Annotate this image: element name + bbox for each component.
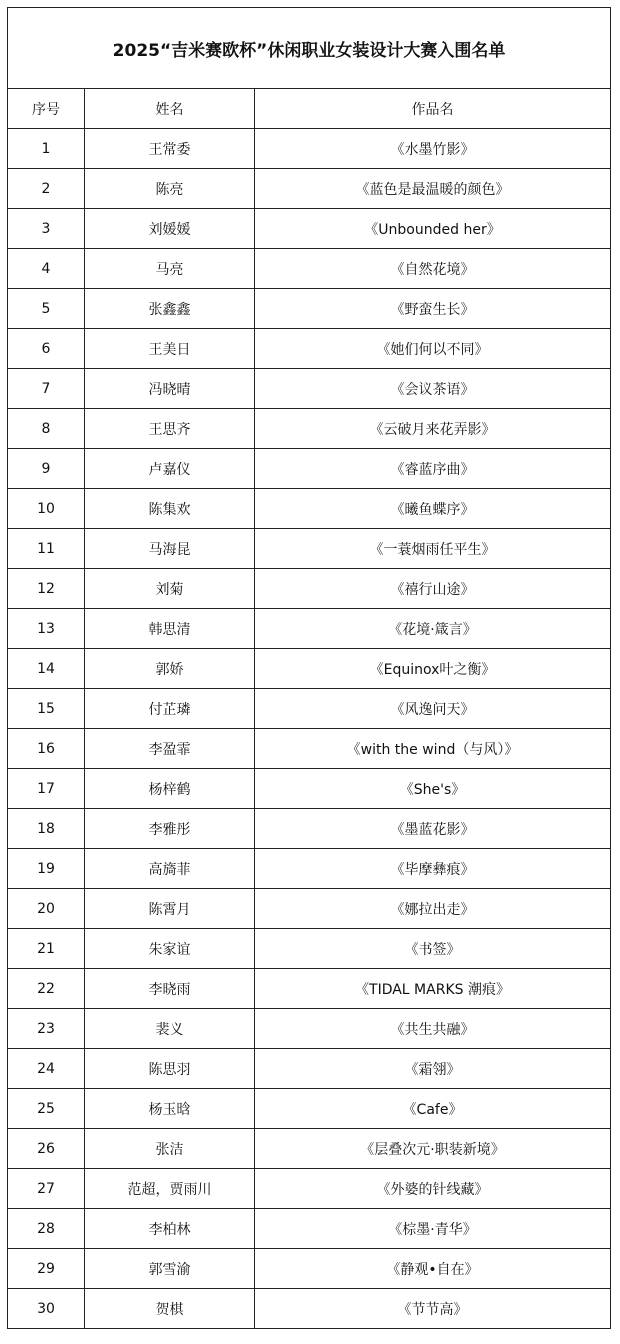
table-row [8,1169,611,1209]
cell-name: 付芷璘 [85,689,255,729]
cell-name: 刘菊 [85,569,255,609]
cell-no: 2 [8,169,85,209]
cell-name: 陈霄月 [85,889,255,929]
table-row [8,289,611,329]
table-body [8,129,611,1329]
cell-work: 《曦鱼蝶序》 [255,489,611,529]
cell-name: 贺棋 [85,1289,255,1329]
header-name: 姓名 [85,89,255,129]
title-row [8,8,611,89]
cell-name: 卢嘉仪 [85,449,255,489]
cell-no: 20 [8,889,85,929]
shortlist-table [7,7,611,1329]
cell-no: 17 [8,769,85,809]
cell-work: 《Equinox叶之衡》 [255,649,611,689]
cell-work: 《外婆的针线藏》 [255,1169,611,1209]
cell-work: 《娜拉出走》 [255,889,611,929]
cell-name: 陈亮 [85,169,255,209]
cell-no: 21 [8,929,85,969]
cell-no: 5 [8,289,85,329]
cell-no: 18 [8,809,85,849]
cell-no: 16 [8,729,85,769]
cell-name: 李柏林 [85,1209,255,1249]
cell-name: 陈集欢 [85,489,255,529]
cell-work: 《禧行山途》 [255,569,611,609]
cell-name: 李晓雨 [85,969,255,1009]
table-row [8,409,611,449]
cell-name: 陈思羽 [85,1049,255,1089]
table-row [8,769,611,809]
cell-no: 9 [8,449,85,489]
cell-work: 《云破月来花弄影》 [255,409,611,449]
cell-no: 26 [8,1129,85,1169]
table-row [8,889,611,929]
cell-name: 李盈霏 [85,729,255,769]
cell-name: 张洁 [85,1129,255,1169]
cell-name: 朱家谊 [85,929,255,969]
cell-name: 郭娇 [85,649,255,689]
table-row [8,1089,611,1129]
cell-no: 6 [8,329,85,369]
cell-no: 29 [8,1249,85,1289]
cell-work: 《静观•自在》 [255,1249,611,1289]
cell-work: 《蓝色是最温暖的颜色》 [255,169,611,209]
cell-no: 30 [8,1289,85,1329]
cell-name: 王思齐 [85,409,255,449]
table-row [8,809,611,849]
cell-name: 韩思清 [85,609,255,649]
cell-no: 1 [8,129,85,169]
cell-work: 《霜翎》 [255,1049,611,1089]
cell-work: 《共生共融》 [255,1009,611,1049]
cell-name: 刘媛媛 [85,209,255,249]
cell-no: 19 [8,849,85,889]
cell-no: 24 [8,1049,85,1089]
cell-work: 《野蛮生长》 [255,289,611,329]
header-row [8,89,611,129]
cell-name: 马亮 [85,249,255,289]
cell-work: 《层叠次元·职装新境》 [255,1129,611,1169]
cell-no: 25 [8,1089,85,1129]
cell-no: 3 [8,209,85,249]
cell-work: 《她们何以不同》 [255,329,611,369]
cell-no: 15 [8,689,85,729]
cell-work: 《Cafe》 [255,1089,611,1129]
table-row [8,1129,611,1169]
cell-work: 《水墨竹影》 [255,129,611,169]
table-row [8,329,611,369]
cell-name: 张鑫鑫 [85,289,255,329]
cell-work: 《睿蓝序曲》 [255,449,611,489]
cell-work: 《毕摩彝痕》 [255,849,611,889]
cell-name: 王常委 [85,129,255,169]
cell-no: 10 [8,489,85,529]
table-row [8,1009,611,1049]
table-row [8,529,611,569]
table-row [8,129,611,169]
cell-name: 郭雪渝 [85,1249,255,1289]
table-row [8,369,611,409]
table-row [8,449,611,489]
cell-no: 11 [8,529,85,569]
cell-name: 李雅彤 [85,809,255,849]
cell-name: 马海昆 [85,529,255,569]
table-row [8,489,611,529]
cell-no: 13 [8,609,85,649]
header-work: 作品名 [255,89,611,129]
table-row [8,929,611,969]
cell-name: 高旖菲 [85,849,255,889]
cell-work: 《She's》 [255,769,611,809]
cell-work: 《花境·箴言》 [255,609,611,649]
cell-name: 杨梓鹤 [85,769,255,809]
cell-work: 《书签》 [255,929,611,969]
cell-no: 22 [8,969,85,1009]
table-row [8,569,611,609]
cell-work: 《Unbounded her》 [255,209,611,249]
cell-work: 《墨蓝花影》 [255,809,611,849]
cell-name: 冯晓晴 [85,369,255,409]
cell-name: 裴义 [85,1009,255,1049]
table-row [8,249,611,289]
cell-work: 《with the wind（与风）》 [255,729,611,769]
cell-no: 27 [8,1169,85,1209]
cell-name: 范超，贾雨川 [85,1169,255,1209]
cell-work: 《节节高》 [255,1289,611,1329]
cell-no: 4 [8,249,85,289]
cell-work: 《自然花境》 [255,249,611,289]
table-row [8,649,611,689]
table-row [8,689,611,729]
table-row [8,1209,611,1249]
table-row [8,209,611,249]
cell-no: 7 [8,369,85,409]
table-row [8,1289,611,1329]
cell-work: 《棕墨·青华》 [255,1209,611,1249]
cell-work: 《会议茶语》 [255,369,611,409]
cell-work: 《TIDAL MARKS 潮痕》 [255,969,611,1009]
table-row [8,169,611,209]
cell-no: 23 [8,1009,85,1049]
table-row [8,729,611,769]
header-no: 序号 [8,89,85,129]
page-title: 2025“吉米赛欧杯”休闲职业女装设计大赛入围名单 [8,8,611,89]
cell-name: 王美日 [85,329,255,369]
table-row [8,609,611,649]
table-row [8,969,611,1009]
table-row [8,1249,611,1289]
cell-no: 28 [8,1209,85,1249]
table-row [8,1049,611,1089]
cell-no: 8 [8,409,85,449]
table-row [8,849,611,889]
cell-no: 14 [8,649,85,689]
cell-no: 12 [8,569,85,609]
cell-work: 《一蓑烟雨任平生》 [255,529,611,569]
cell-work: 《风逸问天》 [255,689,611,729]
cell-name: 杨玉晗 [85,1089,255,1129]
